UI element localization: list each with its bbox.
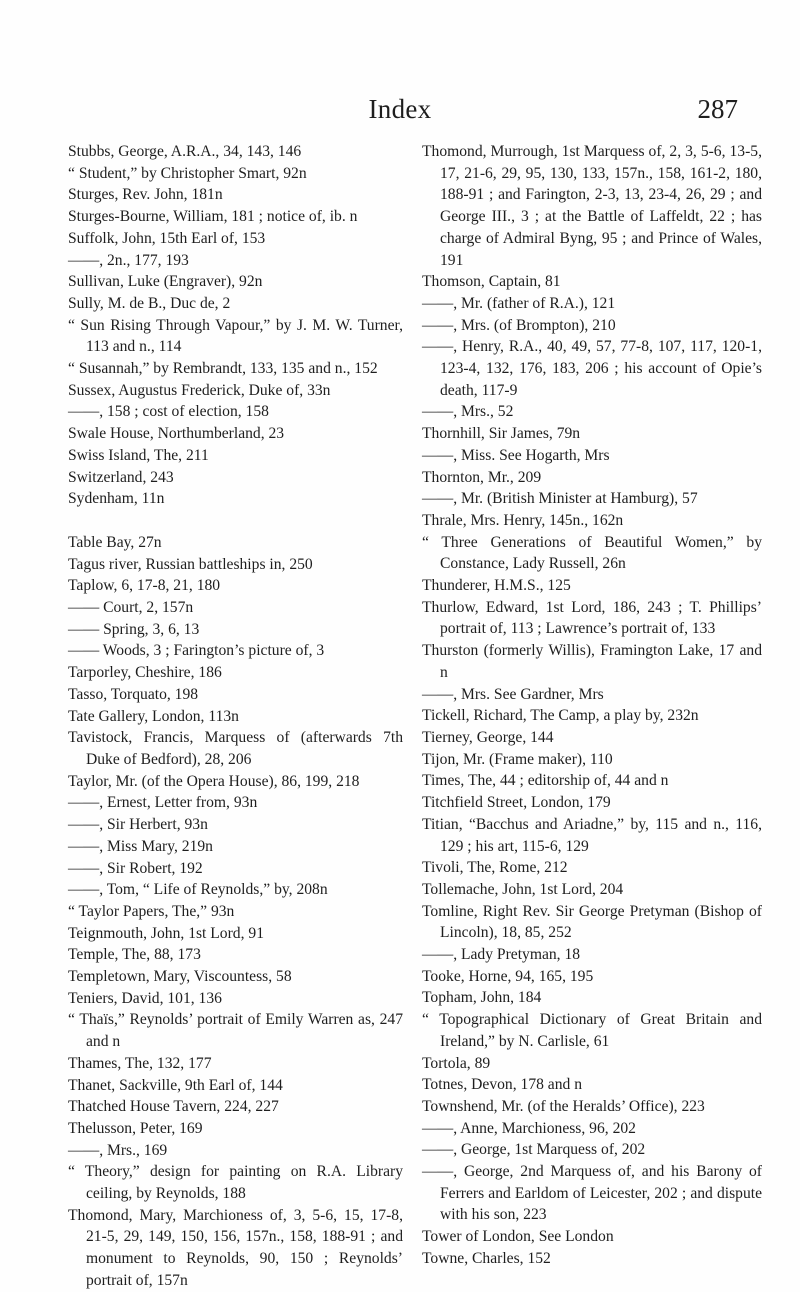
- index-entry: Sully, M. de B., Duc de, 2: [68, 294, 231, 312]
- index-entry: Tijon, Mr. (Frame maker), 110: [422, 750, 613, 768]
- index-entry: Swiss Island, The, 211: [68, 446, 209, 464]
- index-entry: ——, Mr. (father of R.A.), 121: [422, 294, 616, 312]
- index-entry: —— Spring, 3, 6, 13: [68, 620, 200, 638]
- index-entry: Tate Gallery, London, 113n: [68, 707, 239, 725]
- index-entry: ——, George, 1st Marquess of, 202: [422, 1141, 646, 1159]
- index-entry: Thrale, Mrs. Henry, 145n., 162n: [422, 511, 624, 529]
- index-entry: ——, Mrs. See Gardner, Mrs: [422, 685, 604, 703]
- index-entry: Thurston (formerly Willis), Framington Lake, 17 and n: [422, 642, 762, 681]
- index-entry: ——, Mrs., 169: [68, 1141, 168, 1159]
- index-column-left: [68, 141, 403, 1292]
- index-entry: Switzerland, 243: [68, 468, 174, 486]
- index-entry: Sturges, Rev. John, 181n: [68, 186, 223, 204]
- index-entry: Totnes, Devon, 178 and n: [422, 1076, 583, 1094]
- index-entry: Thomond, Murrough, 1st Marquess of, 2, 3, 5-6, 13-5, 17, 21-6, 29, 95, 130, 133, 157n., 158, 161-2, 180, 188-91 ; and Farington, 2-3, 13, 23-4, 26, 29 ; and George III., 3 ; at the Battle of Laffeldt, 22 ; has charge of Admiral Byng, 95 ; and Prince of Wales, 191: [422, 143, 762, 269]
- index-entry: Thanet, Sackville, 9th Earl of, 144: [68, 1076, 283, 1094]
- index-entry: ——, Lady Pretyman, 18: [422, 946, 581, 964]
- index-entry: “ Taylor Papers, The,” 93n: [68, 902, 235, 920]
- index-entry: Tomline, Right Rev. Sir George Pretyman (Bishop of Lincoln), 18, 85, 252: [422, 902, 762, 942]
- index-entry: Thomond, Mary, Marchioness of, 3, 5-6, 15, 17-8, 21-5, 29, 149, 150, 156, 157n., 158, 188-91 ; and monument to Reynolds, 90, 150 ; Reynolds’ portrait of, 157n: [68, 1206, 403, 1289]
- index-entry: “ Topographical Dictionary of Great Britain and Ireland,” by N. Carlisle, 61: [422, 1011, 762, 1050]
- index-entry: Tavistock, Francis, Marquess of (afterwards 7th Duke of Bedford), 28, 206: [68, 729, 403, 768]
- index-entry: Taplow, 6, 17-8, 21, 180: [68, 577, 221, 595]
- index-entry: ——, Henry, R.A., 40, 49, 57, 77-8, 107, 117, 120-1, 123-4, 132, 176, 183, 206 ; his account of Opie’s death, 117-9: [422, 338, 762, 399]
- index-column-right: [422, 141, 762, 1270]
- index-entry: Swale House, Northumberland, 23: [68, 425, 285, 443]
- index-entry: Table Bay, 27n: [68, 533, 162, 551]
- index-entry: ——, Tom, “ Life of Reynolds,” by, 208n: [68, 881, 328, 899]
- index-entry: ——, Mr. (British Minister at Hamburg), 57: [422, 490, 698, 508]
- index-entry: Tasso, Torquato, 198: [68, 685, 199, 703]
- index-entry: Titian, “Bacchus and Ariadne,” by, 115 and n., 116, 129 ; his art, 115-6, 129: [422, 815, 762, 855]
- index-entry: Thomson, Captain, 81: [422, 273, 561, 291]
- index-entry: Topham, John, 184: [422, 989, 542, 1007]
- index-entry: Tollemache, John, 1st Lord, 204: [422, 880, 624, 898]
- index-entry: ——, George, 2nd Marquess of, and his Barony of Ferrers and Earldom of Leicester, 202 ; and dispute with his son, 223: [422, 1163, 762, 1224]
- index-entry: Thornhill, Sir James, 79n: [422, 425, 581, 443]
- index-entry: “ Theory,” design for painting on R.A. Library ceiling, by Reynolds, 188: [68, 1163, 403, 1203]
- index-entry: Templetown, Mary, Viscountess, 58: [68, 968, 292, 986]
- index-entry: Taylor, Mr. (of the Opera House), 86, 199, 218: [68, 772, 360, 790]
- index-entry: Titchfield Street, London, 179: [422, 794, 611, 812]
- index-entry: Tarporley, Cheshire, 186: [68, 664, 222, 682]
- index-entry: ——, Ernest, Letter from, 93n: [68, 794, 258, 812]
- index-entry: —— Court, 2, 157n: [68, 599, 194, 617]
- index-entry: Teniers, David, 101, 136: [68, 989, 222, 1007]
- index-entry: Suffolk, John, 15th Earl of, 153: [68, 229, 266, 247]
- page-title: Index: [368, 94, 432, 124]
- page-number: 287: [697, 94, 738, 124]
- index-entry: Towne, Charles, 152: [422, 1249, 551, 1267]
- index-entry: Tooke, Horne, 94, 165, 195: [422, 967, 594, 985]
- index-entry: Tivoli, The, Rome, 212: [422, 859, 568, 877]
- index-entry: ——, Sir Herbert, 93n: [68, 816, 208, 834]
- index-entry: Tagus river, Russian battleships in, 250: [68, 555, 313, 573]
- index-entry: “ Susannah,” by Rembrandt, 133, 135 and n., 152: [68, 360, 378, 378]
- page-header: [0, 94, 800, 134]
- index-entry: “ Student,” by Christopher Smart, 92n: [68, 164, 307, 182]
- index-entry: ——, Mrs., 52: [422, 403, 514, 421]
- index-entry: ——, Anne, Marchioness, 96, 202: [422, 1119, 636, 1137]
- index-entry: ——, Sir Robert, 192: [68, 859, 203, 877]
- index-entry: Sturges-Bourne, William, 181 ; notice of, ib. n: [68, 208, 358, 226]
- index-entry: Thunderer, H.M.S., 125: [422, 577, 571, 595]
- index-entry: Stubbs, George, A.R.A., 34, 143, 146: [68, 143, 302, 160]
- index-entry: Thatched House Tavern, 224, 227: [68, 1098, 279, 1116]
- index-entry: ——, Miss. See Hogarth, Mrs: [422, 446, 610, 464]
- index-entry: Sussex, Augustus Frederick, Duke of, 33n: [68, 381, 331, 399]
- index-entry: —— Woods, 3 ; Farington’s picture of, 3: [68, 642, 325, 660]
- index-entry: Tickell, Richard, The Camp, a play by, 232n: [422, 707, 699, 725]
- index-entry: Thornton, Mr., 209: [422, 468, 542, 486]
- index-entry: Thames, The, 132, 177: [68, 1054, 212, 1072]
- index-entry: Teignmouth, John, 1st Lord, 91: [68, 924, 264, 942]
- index-entry: Thurlow, Edward, 1st Lord, 186, 243 ; T. Phillips’ portrait of, 113 ; Lawrence’s portrait of, 133: [422, 598, 762, 638]
- index-entry: “ Thaïs,” Reynolds’ portrait of Emily Warren as, 247 and n: [68, 1011, 403, 1051]
- index-entry: ——, 2n., 177, 193: [68, 251, 189, 269]
- index-entry: “ Sun Rising Through Vapour,” by J. M. W. Turner, 113 and n., 114: [68, 316, 403, 356]
- index-entry: Townshend, Mr. (of the Heralds’ Office), 223: [422, 1097, 705, 1115]
- index-entry: Tierney, George, 144: [422, 728, 554, 746]
- index-entry: Sydenham, 11n: [68, 490, 165, 508]
- index-entry: Sullivan, Luke (Engraver), 92n: [68, 273, 263, 291]
- index-entry: ——, Mrs. (of Brompton), 210: [422, 316, 616, 334]
- index-entry: Temple, The, 88, 173: [68, 946, 201, 964]
- index-entry: Times, The, 44 ; editorship of, 44 and n: [422, 772, 669, 790]
- index-entry: ——, 158 ; cost of election, 158: [68, 403, 269, 421]
- index-entry: ——, Miss Mary, 219n: [68, 837, 213, 855]
- index-entry: “ Three Generations of Beautiful Women,” by Constance, Lady Russell, 26n: [422, 533, 762, 573]
- index-entry: Tortola, 89: [422, 1054, 491, 1072]
- index-entry: Tower of London, See London: [422, 1228, 614, 1246]
- index-entry: Thelusson, Peter, 169: [68, 1119, 203, 1137]
